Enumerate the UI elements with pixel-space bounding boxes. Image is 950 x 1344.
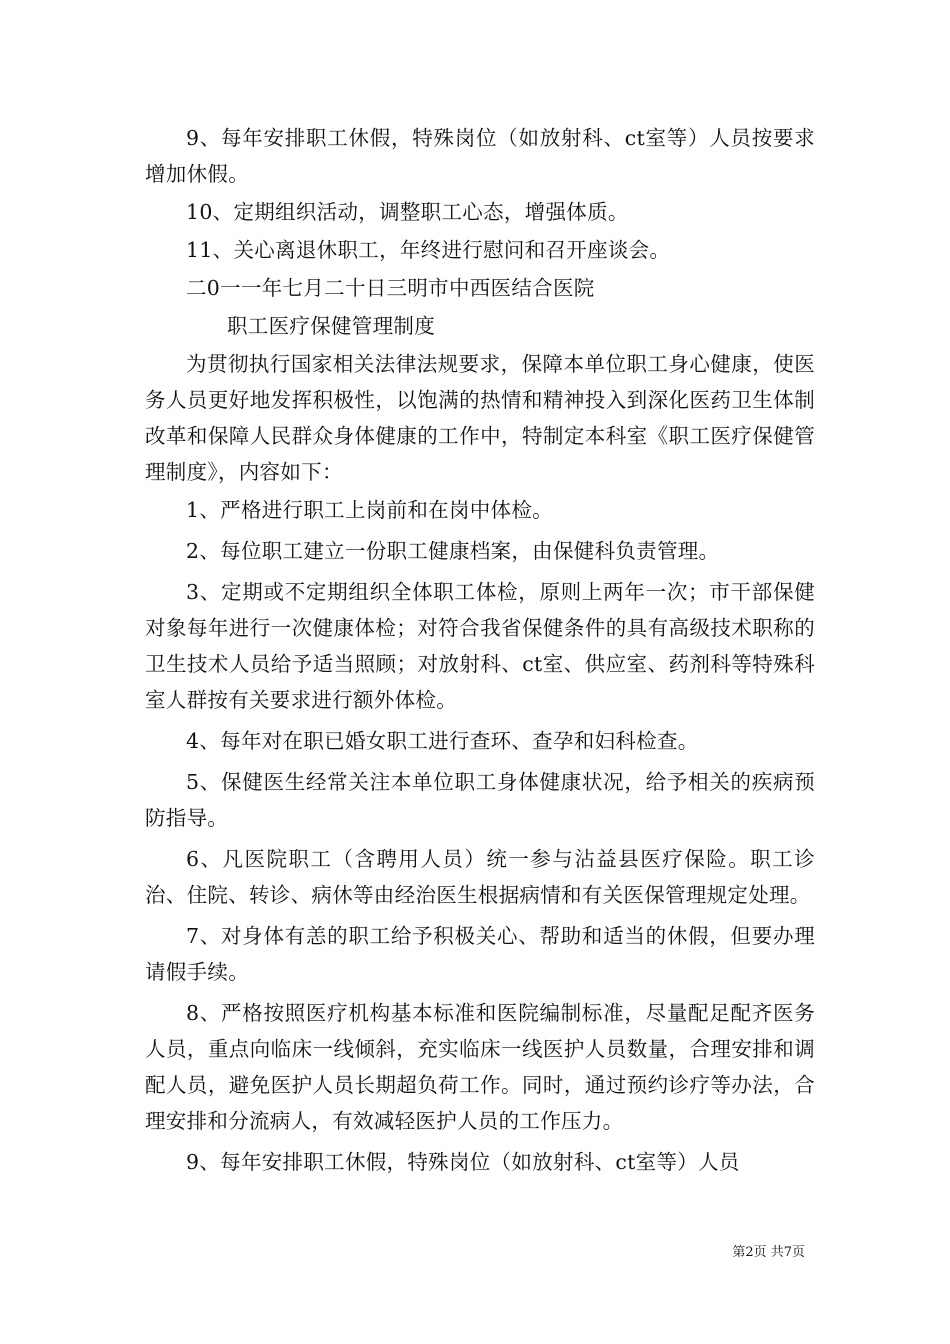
paragraph-rule-10: 10、定期组织活动，调整职工心态，增强体质。 bbox=[186, 200, 629, 224]
list-item: 1、严格进行职工上岗前和在岗中体检。 bbox=[186, 498, 553, 522]
paragraph-rule-11: 11、关心离退休职工，年终进行慰问和召开座谈会。 bbox=[186, 238, 671, 262]
document-title: 职工医疗保健管理制度 bbox=[227, 314, 435, 338]
page-number-footer: 第2页 共7页 bbox=[732, 1245, 805, 1260]
list-item: 6、凡医院职工（含聘用人员）统一参与沾益县医疗保险。职工诊治、住院、转诊、病休等由经治医生根据病情和有关医保管理规定处理。 bbox=[145, 847, 815, 907]
list-item: 3、定期或不定期组织全体职工体检，原则上两年一次；市干部保健对象每年进行一次健康体检；对符合我省保健条件的具有高级技术职称的卫生技术人员给予适当照顾；对放射科、ct室、供应室、药剂科等特殊科室人群按有关要求进行额外体检。 bbox=[145, 580, 815, 712]
list-item: 8、严格按照医疗机构基本标准和医院编制标准，尽量配足配齐医务人员，重点向临床一线倾斜，充实临床一线医护人员数量，合理安排和调配人员，避免医护人员长期超负荷工作。同时，通过预约诊疗等办法，合理安排和分流病人，有效减轻医护人员的工作压力。 bbox=[145, 1001, 815, 1133]
list-item: 2、每位职工建立一份职工健康档案，由保健科负责管理。 bbox=[186, 539, 720, 563]
document-body bbox=[145, 120, 815, 1180]
paragraph-rule-9-continued: 9、每年安排职工休假，特殊岗位（如放射科、ct室等）人员按要求增加休假。 bbox=[145, 126, 815, 186]
list-item: 9、每年安排职工休假，特殊岗位（如放射科、ct室等）人员 bbox=[186, 1150, 740, 1174]
intro-paragraph: 为贯彻执行国家相关法律法规要求，保障本单位职工身心健康，使医务人员更好地发挥积极性，以饱满的热情和精神投入到深化医药卫生体制改革和保障人民群众身体健康的工作中，特制定本科室《职工医疗保健管理制度》，内容如下： bbox=[145, 352, 815, 484]
date-signature-line: 二0一一年七月二十日三明市中西医结合医院 bbox=[186, 276, 595, 300]
list-item: 5、保健医生经常关注本单位职工身体健康状况，给予相关的疾病预防指导。 bbox=[145, 770, 815, 830]
list-item: 4、每年对在职已婚女职工进行查环、查孕和妇科检查。 bbox=[186, 729, 699, 753]
list-item: 7、对身体有恙的职工给予积极关心、帮助和适当的休假，但要办理请假手续。 bbox=[145, 924, 815, 984]
